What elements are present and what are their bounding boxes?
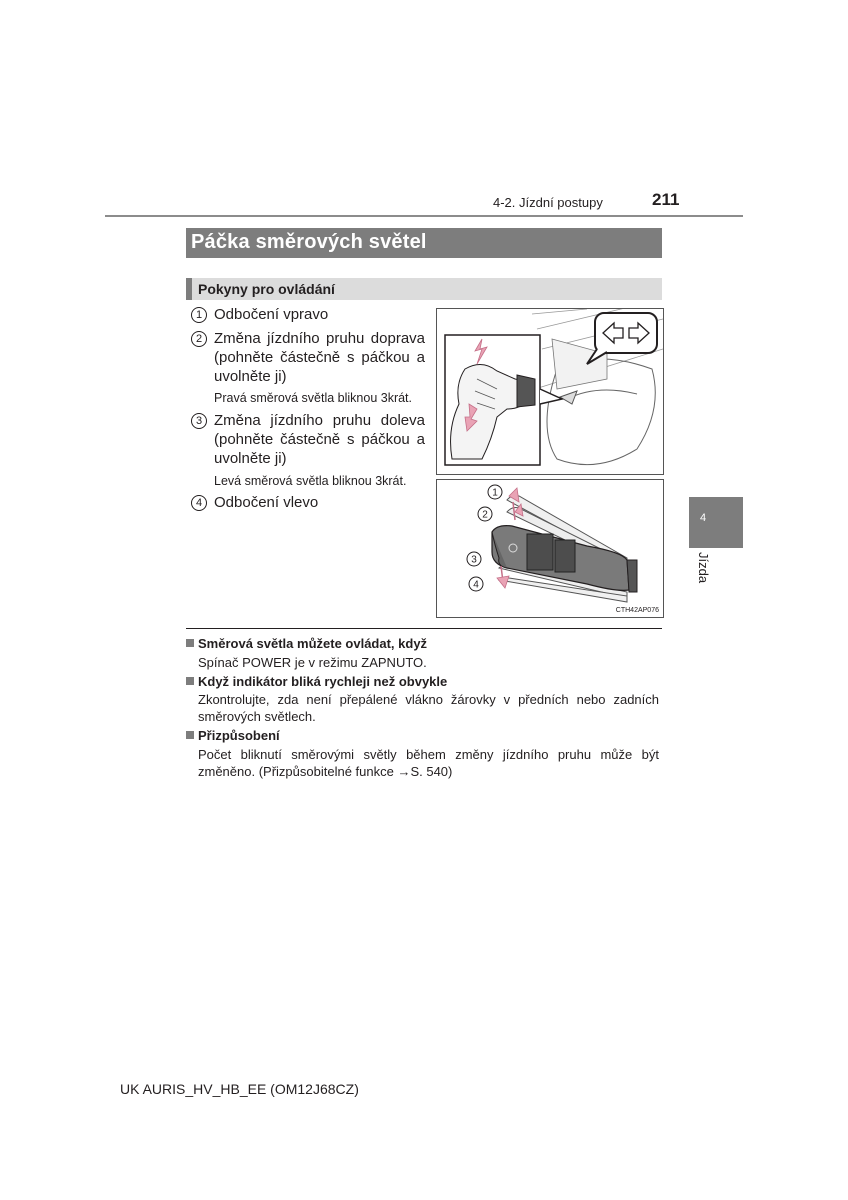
step-4 [191, 493, 425, 512]
lever-positions-illustration [436, 479, 664, 618]
subtitle-bar [186, 278, 662, 300]
lever-hand-illustration [436, 308, 664, 475]
subtitle-accent [186, 278, 192, 300]
step-3 [191, 411, 425, 468]
footer-code: UK AURIS_HV_HB_EE (OM12J68CZ) [120, 1081, 359, 1097]
info-heading-1: Směrová světla můžete ovládat, když [186, 635, 427, 652]
step-number: 4 [191, 495, 207, 511]
step-3-note: Levá směrová světla bliknou 3krát. [214, 474, 407, 488]
step-2 [191, 329, 425, 386]
section-header: 4-2. Jízdní postupy [493, 195, 603, 210]
title-bar [186, 228, 662, 258]
figure-code: CTH42AP076 [615, 607, 659, 614]
info-heading-3: Přizpůsobení [186, 727, 280, 744]
callout-1: 1 [492, 487, 498, 499]
bullet-square-icon [186, 731, 194, 739]
step-1 [191, 305, 425, 324]
subtitle: Pokyny pro ovládání [198, 281, 335, 297]
info-body-1: Spínač POWER je v režimu ZAPNUTO. [198, 655, 427, 670]
chapter-number: 4 [700, 512, 707, 524]
info-heading-2: Když indikátor bliká rychleji než obvykle [186, 673, 447, 690]
section-divider [186, 628, 662, 629]
callout-2: 2 [482, 509, 488, 521]
step-text: Odbočení vpravo [214, 306, 329, 323]
chapter-label: Jízda [696, 552, 711, 584]
header-divider [105, 215, 743, 217]
bullet-square-icon [186, 639, 194, 647]
page-title: Páčka směrových světel [191, 231, 427, 253]
step-text: Změna jízdního pruhu doleva (pohněte částečně s páčkou a uvolněte ji) [214, 412, 425, 467]
lever-positions-drawing [437, 480, 663, 617]
step-text: Změna jízdního pruhu doprava (pohněte částečně s páčkou a uvolněte ji) [214, 330, 425, 385]
info-body-3: Počet bliknutí směrovými světly během změny jízdního pruhu může být změněno. (Přizpůsobitelné funkce →S. 540) [198, 747, 659, 779]
bullet-square-icon [186, 677, 194, 685]
step-number: 3 [191, 413, 207, 429]
lever-hand-drawing [437, 309, 663, 474]
page-number: 211 [652, 190, 680, 209]
step-number: 2 [191, 331, 207, 347]
step-number: 1 [191, 307, 207, 323]
step-text: Odbočení vlevo [214, 494, 319, 511]
chapter-tab [689, 497, 743, 548]
callout-4: 4 [473, 579, 479, 591]
callout-3: 3 [471, 554, 477, 566]
info-body-2: Zkontrolujte, zda není přepálené vlákno žárovky v předních nebo zadních směrových světlech. [198, 692, 659, 724]
step-2-note: Pravá směrová světla bliknou 3krát. [214, 391, 413, 405]
